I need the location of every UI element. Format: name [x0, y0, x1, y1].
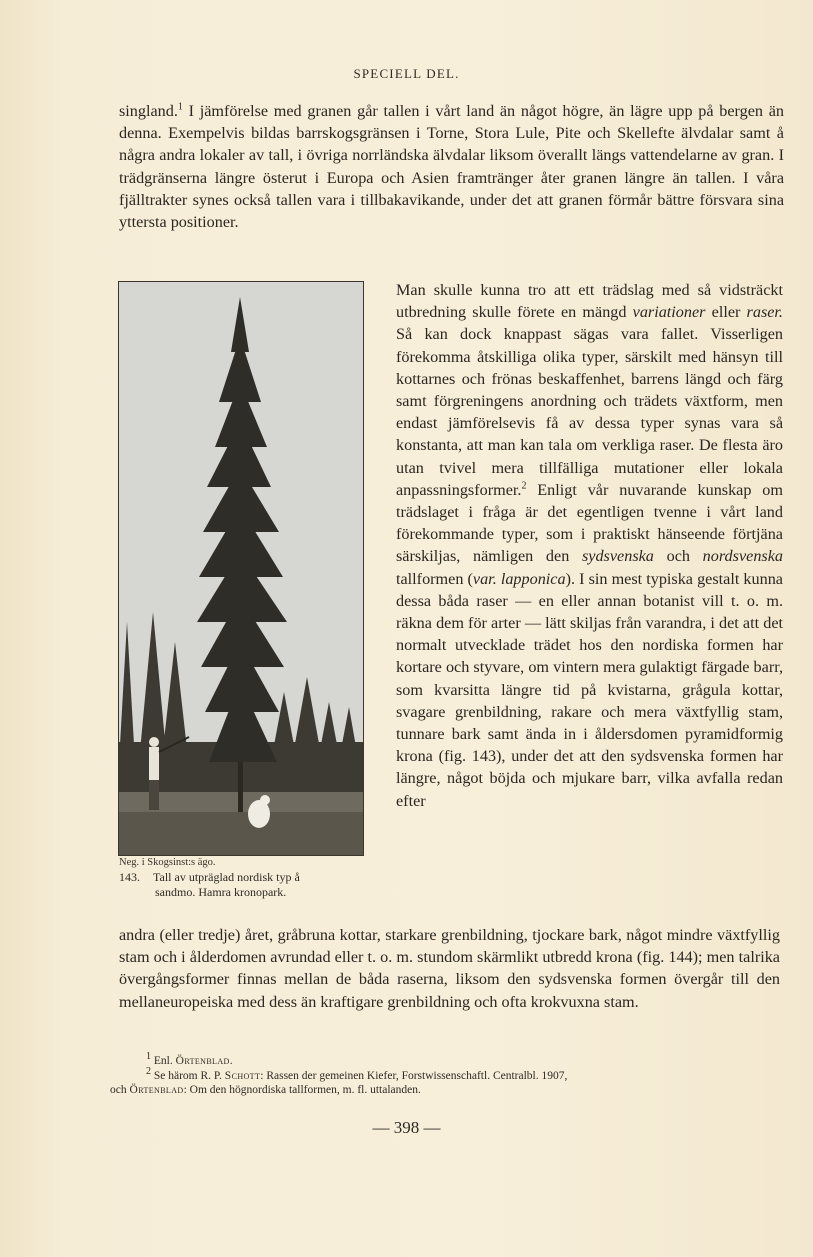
- footnotes: [110, 1051, 788, 1098]
- continuation-paragraph: andra (eller tredje) året, gråbruna kottar, starkare grenbildning, tjockare bark, något mindre växtfyllig stam och i ålderdomen avrundad eller t. o. m. stundom skärmlikt utbredd krona (fig. 144); men talrika övergångsformer finnas mellan de båda raserna, liksom den sydsvenska formen övergår till den mellaneuropeiska med dess än kraftigare grenbildning och ofta krokvuxna stam.: [119, 926, 780, 1011]
- col-text-4: Enligt vår nuvarande kunskap om trädslaget i fråga är det egentligen tvenne i vårt land förekommande typer, som i praktiskt hänseende förtjäna särskiljas, nämligen den: [396, 480, 783, 566]
- footnote-2-text-c: och: [110, 1084, 127, 1096]
- col-text-3: Så kan dock knappast sägas vara fallet. Visserligen förekomma åtskilliga olika typer, särskilt med hänsyn till kottarnes och frönas beskaffenhet, barrens längd och färg samt förgreningens anordning och trädets växtform, men endast jämförelsevis få av dessa typer synas vara så konstanta, att man kan tala om verkliga raser. De flesta äro utan tvivel mera tillfälliga mutationer eller lokala anpassningsformer.: [396, 325, 783, 499]
- figure-number: 143.: [119, 870, 140, 884]
- footnote-1: [110, 1051, 788, 1069]
- column-paragraph: [396, 279, 783, 812]
- footnote-2-author-2: Örtenblad: [129, 1084, 184, 1096]
- col-text-1: Man skulle kunna tro att ett trädslag med så vidsträckt utbredning skulle förete en mängd: [396, 281, 783, 322]
- figure-caption-line-2: sandmo. Hamra kronopark.: [155, 885, 287, 899]
- footnote-1-mark: 1: [146, 1051, 151, 1063]
- page-number: — 398 —: [372, 1118, 441, 1137]
- footnote-2-text-d: : Om den högnordiska tallformen, m. fl. uttalanden.: [183, 1084, 421, 1096]
- footnote-2-continued: [110, 1083, 788, 1098]
- footnote-marker-2: 2: [521, 480, 527, 492]
- intro-text-2: I jämförelse med granen går tallen i vårt land än något högre, än lägre upp på bergen än denna. Exempelvis bildas barrskogsgränsen i Torne, Stora Lule, Pite och Skellefte älvdalar samt å några andra lokaler av tall, i övriga norrländska älvdalar liksom överallt längs vattendelarne av gran. I trädgränserna längre österut i Europa och Asien framtränger åter granen längre än tallen. I våra fjälltrakter synes också tallen vara i tillbakavikande, under det att granen förmår bättre försvara sina yttersta positioner.: [119, 102, 784, 232]
- footnote-1-label: Enl.: [153, 1055, 173, 1067]
- running-head: SPECIELL DEL.: [353, 66, 460, 81]
- footnote-2-mark: 2: [146, 1065, 151, 1077]
- col-text-5: och: [653, 547, 703, 566]
- footnote-1-author: Örtenblad.: [175, 1055, 233, 1067]
- footnote-2-text-b: : Rassen der gemeinen Kiefer, Forstwissenschaftl. Centralbl. 1907,: [260, 1069, 568, 1082]
- footnote-2: [110, 1065, 788, 1084]
- figure-caption: [119, 870, 364, 900]
- figure-caption-line-1: Tall av utpräglad nordisk typ å: [153, 870, 300, 884]
- col-italic-raser: raser.: [746, 303, 783, 322]
- pine-tree-photo: [119, 282, 363, 855]
- col-text-7: ). I sin mest typiska gestalt kunna dessa båda raser — en eller annan botanist vill t. o. m. räkna dem för arter — lätt skiljas från varandra, i det att det normalt utvecklade trädet hos den nordiska formen har kortare och styvare, om vintern mera gulaktigt färgade barr, som kvarsitta längre tid på kvistarna, grågula kottar, svagare grenbildning, rakare och mera växtfyllig stam, tunnare bark samt ända in i åldersdomen pyramidformig krona (fig. 143), under det att den sydsvenska formen har längre, något böjda och mjukare barr, vilka avfalla redan efter: [396, 569, 783, 810]
- figure-photo-pine-tree: [118, 281, 364, 856]
- footnote-2-author: Schott: [224, 1069, 261, 1082]
- col-text-6: tallformen (: [396, 569, 473, 588]
- intro-paragraph: [119, 100, 784, 233]
- col-italic-nordsvenska: nordsvenska: [702, 547, 783, 566]
- figure-credit: Neg. i Skogsinst:s ägo.: [119, 857, 216, 868]
- footnote-2-text-a: Se härom R. P.: [153, 1069, 222, 1082]
- intro-text-1: singland.: [119, 102, 178, 120]
- col-text-2: eller: [705, 303, 747, 322]
- col-italic-sydsvenska: sydsvenska: [581, 547, 654, 566]
- col-italic-lapponica: var. lapponica: [472, 569, 566, 588]
- footnote-marker-1: 1: [177, 101, 183, 113]
- col-italic-variationer: variationer: [632, 303, 706, 322]
